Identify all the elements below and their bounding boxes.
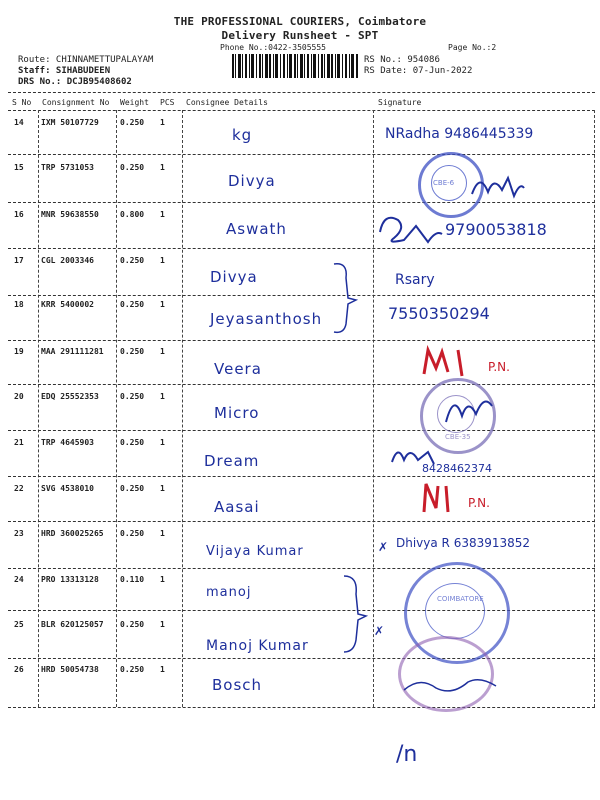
row-sno: 17 — [14, 256, 24, 265]
cross-mark: ✗ — [378, 540, 389, 554]
row-pcs: 1 — [160, 118, 165, 127]
col-divider-5 — [594, 110, 595, 707]
signature: Dhivya R 6383913852 — [396, 536, 531, 550]
row-weight: 0.250 — [120, 484, 145, 493]
phone-number: Phone No.:0422-3505555 — [220, 43, 326, 52]
barcode — [232, 54, 358, 78]
consignee-name: manoj — [206, 585, 252, 600]
signature-scribble — [440, 386, 500, 430]
cross-mark: ✗ — [374, 624, 385, 638]
group-bracket — [330, 258, 360, 338]
consignee-name: Micro — [214, 404, 260, 422]
row-weight: 0.250 — [120, 438, 145, 447]
row-pcs: 1 — [160, 210, 165, 219]
company-title: THE PROFESSIONAL COURIERS, Coimbatore — [173, 15, 427, 28]
row-pcs: 1 — [160, 438, 165, 447]
signature-scribble — [388, 440, 438, 470]
row-consignment: IXM 50107729 — [41, 118, 99, 127]
col-divider-2 — [116, 110, 117, 707]
runsheet-subtitle: Delivery Runsheet - SPT — [221, 29, 379, 42]
signature: 9790053818 — [445, 220, 547, 239]
col-pcs: PCS — [160, 98, 175, 107]
row-weight: 0.250 — [120, 529, 145, 538]
row-weight: 0.800 — [120, 210, 145, 219]
row-pcs: 1 — [160, 575, 165, 584]
row-pcs: 1 — [160, 256, 165, 265]
row-rule — [8, 521, 595, 522]
rs-date: RS Date: 07-Jun-2022 — [364, 66, 473, 76]
row-sno: 26 — [14, 665, 24, 674]
col-weight: Weight — [120, 98, 149, 107]
row-consignment: PRO 13313128 — [41, 575, 99, 584]
row-pcs: 1 — [160, 347, 165, 356]
page-number: Page No.:2 — [448, 43, 497, 52]
row-rule — [8, 707, 595, 708]
row-sno: 25 — [14, 620, 24, 629]
consignee-name: Bosch — [212, 676, 263, 694]
group-bracket — [340, 572, 370, 656]
row-consignment: SVG 4538010 — [41, 484, 94, 493]
signature-scribble — [468, 168, 528, 204]
signature-scribble — [418, 344, 488, 380]
consignee-name: Jeyasanthosh — [210, 310, 323, 328]
row-pcs: 1 — [160, 484, 165, 493]
signature: Rsary — [395, 272, 435, 288]
row-weight: 0.250 — [120, 665, 145, 674]
row-rule — [8, 295, 595, 296]
row-sno: 19 — [14, 347, 24, 356]
row-sno: 23 — [14, 529, 24, 538]
consignee-name: Divya — [210, 268, 258, 286]
signature: NRadha 9486445339 — [385, 126, 534, 142]
signature: P.N. — [468, 496, 490, 510]
row-consignment: MAA 291111281 — [41, 347, 104, 356]
consignee-name: Aasai — [214, 498, 260, 516]
row-weight: 0.250 — [120, 347, 145, 356]
row-sno: 16 — [14, 210, 24, 219]
consignee-name: Dream — [204, 452, 260, 470]
signature-scribble — [418, 478, 468, 518]
row-sno: 24 — [14, 575, 24, 584]
signature: 8428462374 — [422, 462, 492, 475]
row-rule — [8, 658, 595, 659]
row-rule — [8, 430, 595, 431]
row-consignment: KRR 5400002 — [41, 300, 94, 309]
col-divider-4 — [373, 110, 374, 707]
row-weight: 0.250 — [120, 300, 145, 309]
row-weight: 0.250 — [120, 118, 145, 127]
signature-scribble — [400, 672, 500, 698]
company-stamp-coimbatore: COIMBATORE — [404, 562, 510, 664]
staff: Staff: SIHABUDEEN — [18, 66, 111, 76]
consignee-name: kg — [232, 126, 253, 144]
col-signature: Signature — [378, 98, 422, 107]
row-pcs: 1 — [160, 620, 165, 629]
header-top-rule — [8, 92, 595, 93]
col-divider-3 — [182, 110, 183, 707]
consignee-name: Manoj Kumar — [206, 638, 309, 654]
row-sno: 18 — [14, 300, 24, 309]
consignee-name: Divya — [228, 172, 276, 190]
stamp-text: CBE-6 — [433, 179, 455, 187]
row-sno: 20 — [14, 392, 24, 401]
row-rule — [8, 340, 595, 341]
row-weight: 0.250 — [120, 392, 145, 401]
consignee-name: Veera — [214, 360, 262, 378]
signature: 7550350294 — [388, 304, 490, 323]
row-pcs: 1 — [160, 665, 165, 674]
row-weight: 0.250 — [120, 256, 145, 265]
row-weight: 0.250 — [120, 163, 145, 172]
row-consignment: CGL 2003346 — [41, 256, 94, 265]
row-consignment: HRD 50054738 — [41, 665, 99, 674]
row-pcs: 1 — [160, 163, 165, 172]
col-sno: S No — [12, 98, 32, 107]
signature-scribble — [376, 210, 446, 250]
rs-number: RS No.: 954086 — [364, 55, 440, 65]
row-consignment: TRP 4645903 — [41, 438, 94, 447]
footer-mark: /n — [396, 742, 418, 767]
route: Route: CHINNAMETTUPALAYAM — [18, 55, 154, 65]
row-rule — [8, 248, 595, 249]
row-pcs: 1 — [160, 392, 165, 401]
row-sno: 14 — [14, 118, 24, 127]
row-consignment: EDQ 25552353 — [41, 392, 99, 401]
row-weight: 0.250 — [120, 620, 145, 629]
row-consignment: BLR 620125057 — [41, 620, 104, 629]
row-sno: 22 — [14, 484, 24, 493]
row-rule — [8, 568, 595, 569]
row-rule — [8, 154, 595, 155]
company-stamp-micro: CBE-35 — [420, 378, 496, 454]
row-consignment: TRP 5731053 — [41, 163, 94, 172]
row-sno: 15 — [14, 163, 24, 172]
drs-number: DRS No.: DCJB95408602 — [18, 77, 132, 87]
row-rule — [8, 384, 595, 385]
row-weight: 0.110 — [120, 575, 145, 584]
row-pcs: 1 — [160, 529, 165, 538]
header-bottom-rule — [8, 110, 595, 111]
col-consignee: Consignee Details — [186, 98, 268, 107]
col-consignment: Consignment No — [42, 98, 110, 107]
col-divider-1 — [38, 110, 39, 707]
row-consignment: HRD 360025265 — [41, 529, 104, 538]
row-rule — [8, 476, 595, 477]
consignee-name: Aswath — [226, 220, 287, 238]
row-pcs: 1 — [160, 300, 165, 309]
row-sno: 21 — [14, 438, 24, 447]
row-consignment: MNR 59638550 — [41, 210, 99, 219]
consignee-name: Vijaya Kumar — [206, 544, 304, 559]
signature: P.N. — [488, 360, 510, 374]
